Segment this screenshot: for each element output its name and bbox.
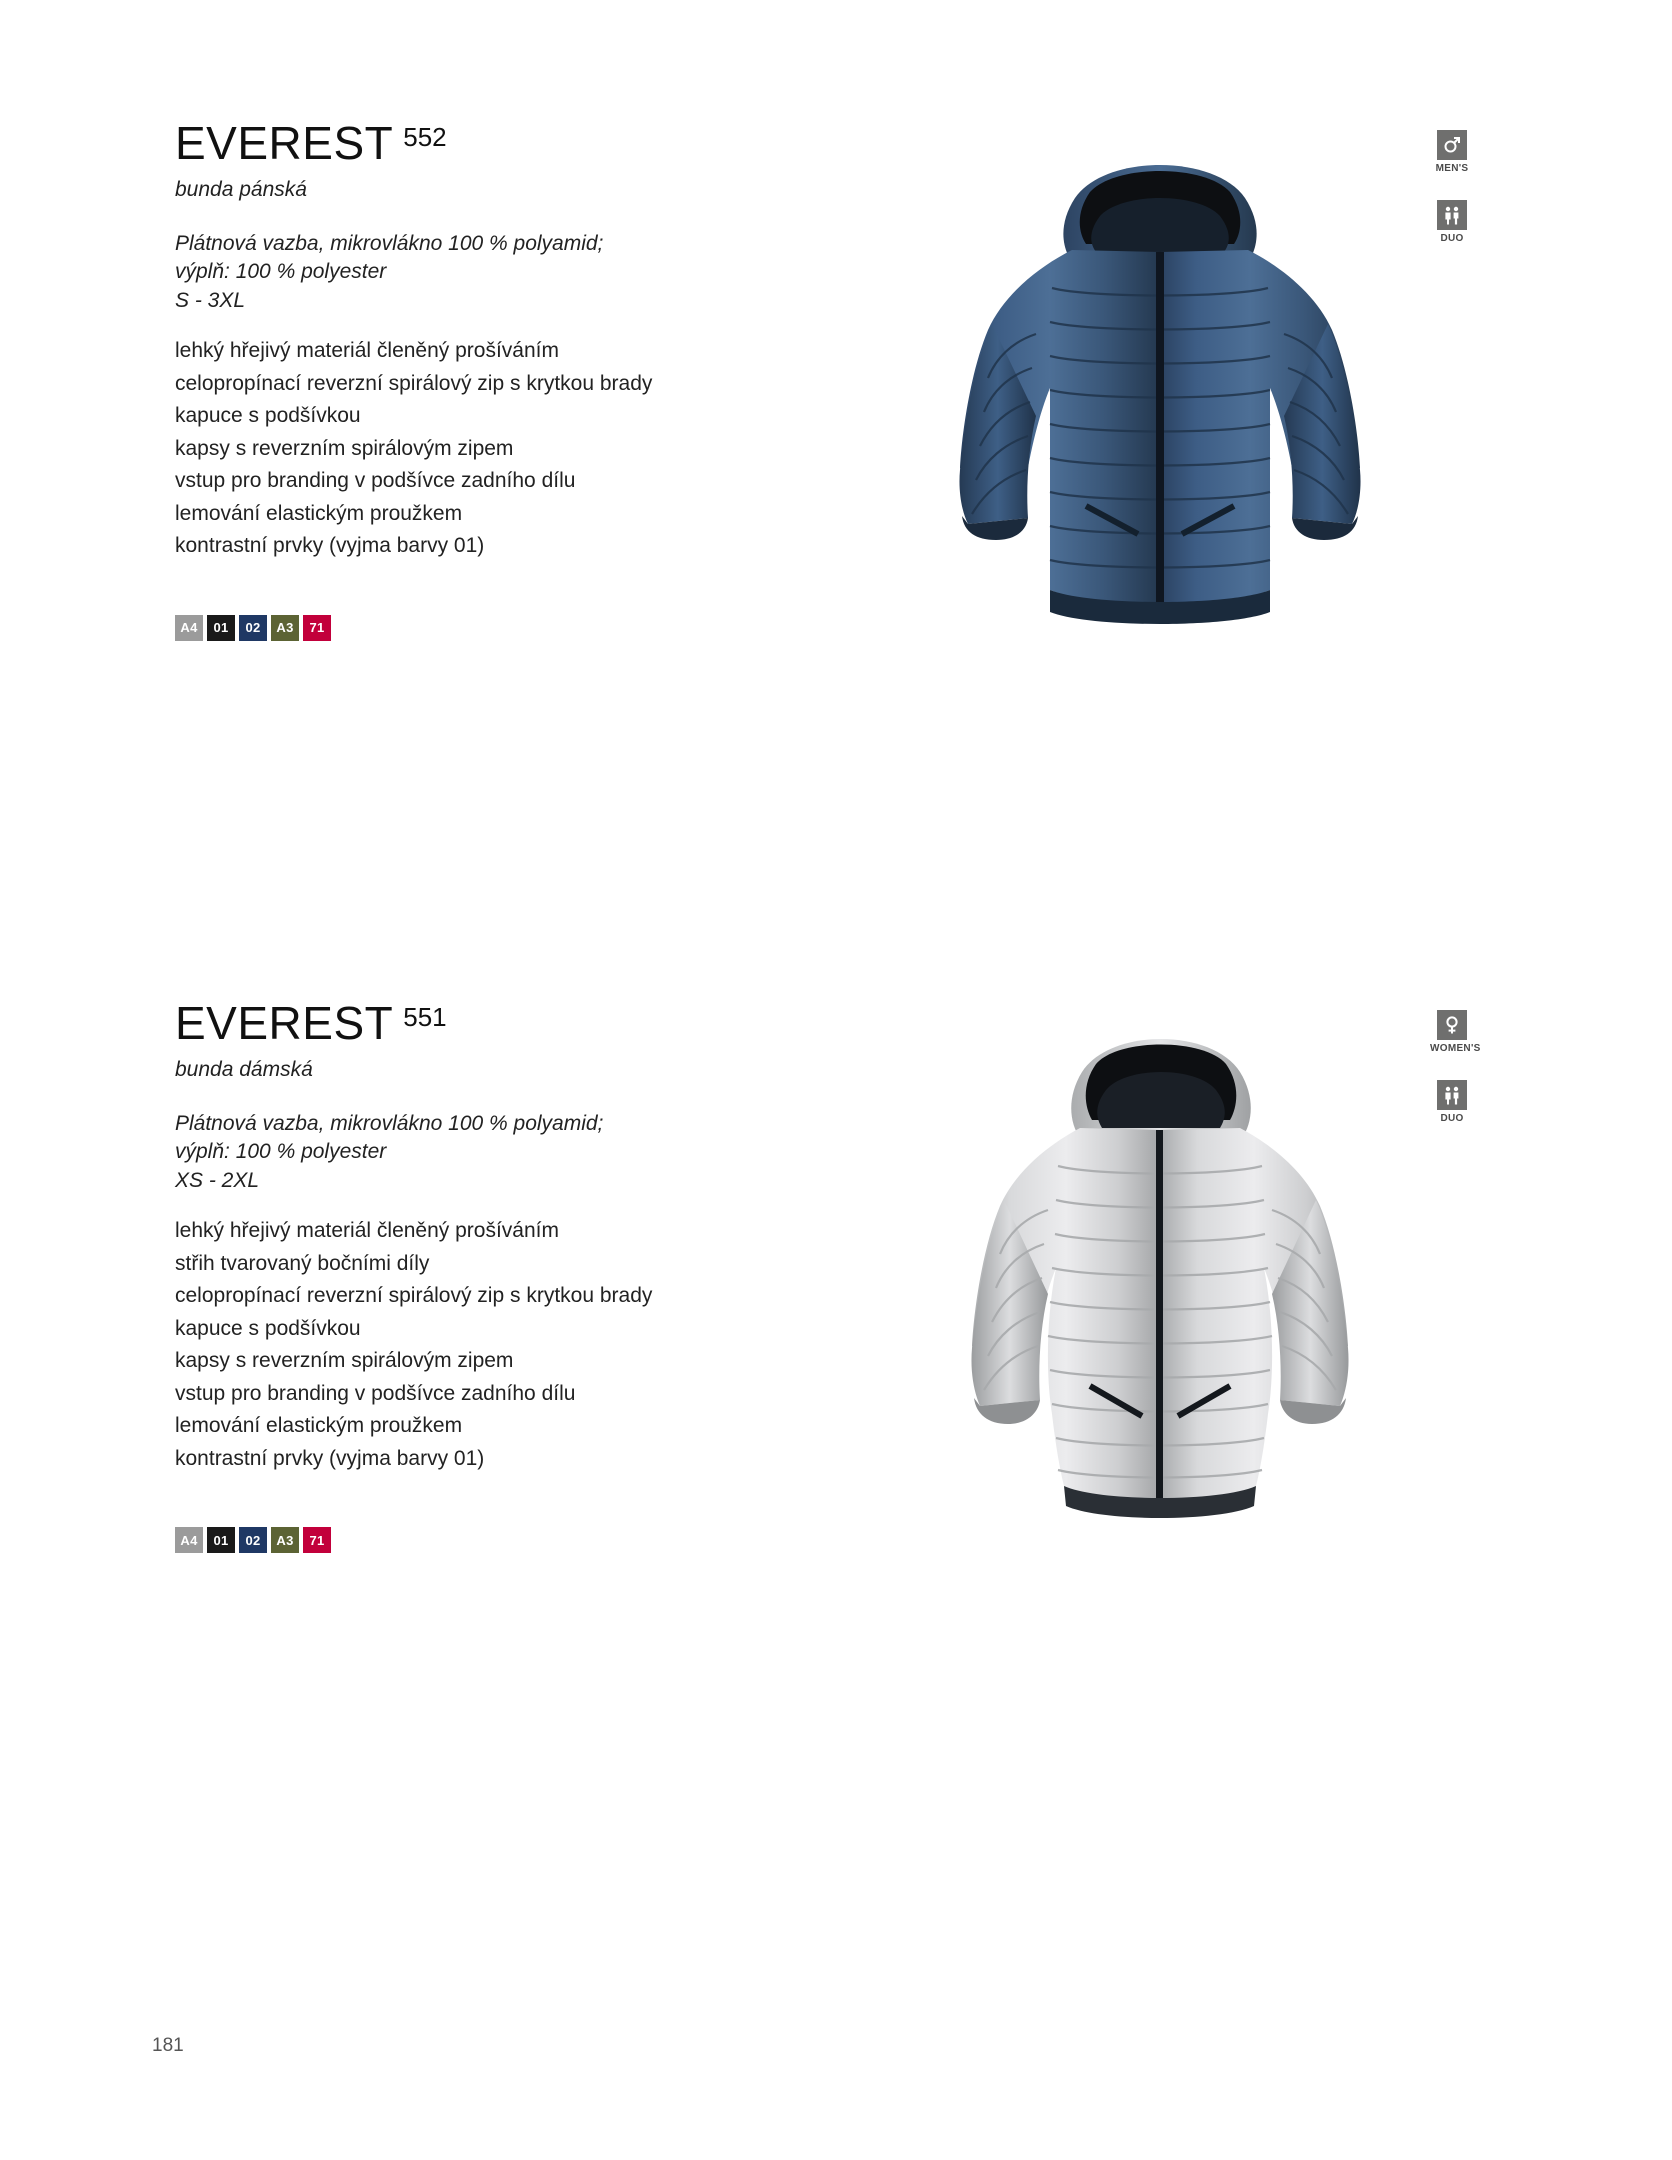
feature-item: celopropínací reverzní spirálový zip s krytkou brady [175,1284,653,1308]
size-range: XS - 2XL [175,1168,260,1192]
feature-item: kapuce s podšívkou [175,404,361,428]
feature-item: vstup pro branding v podšívce zadního dílu [175,1381,576,1405]
pictogram-duo [1430,1080,1474,1124]
product-features [175,1215,795,1475]
feature-item: lehký hřejivý materiál členěný prošíváním [175,1219,559,1243]
feature-item: lemování elastickým proužkem [175,1414,463,1438]
feature-item: kapuce s podšívkou [175,1316,361,1340]
color-swatch[interactable]: A3 [271,615,299,641]
color-swatch-list [175,1527,795,1553]
pictogram-mens [1430,130,1474,174]
womens-icon [1437,1010,1467,1040]
color-swatch[interactable]: 02 [239,615,267,641]
product-heading [175,117,795,169]
product-text-column [175,117,795,641]
pictogram-womens [1430,1010,1481,1054]
feature-item: střih tvarovaný bočními díly [175,1251,430,1275]
pictogram-label: DUO [1440,233,1464,244]
color-swatch[interactable]: 71 [303,615,331,641]
product-heading [175,997,795,1049]
feature-item: celopropínací reverzní spirálový zip s krytkou brady [175,371,653,395]
color-swatch[interactable]: 02 [239,1527,267,1553]
mens-icon [1437,130,1467,160]
color-swatch-list [175,615,795,641]
feature-item: lehký hřejivý materiál členěný prošíváním [175,339,559,363]
product-composition [175,230,795,315]
product-photo-mens-jacket [900,120,1420,680]
product-title: EVEREST [175,997,394,1049]
feature-item: lemování elastickým proužkem [175,501,463,525]
color-swatch[interactable]: 01 [207,1527,235,1553]
product-code: 552 [403,122,447,152]
product-composition [175,1110,795,1195]
pictogram-label: MEN'S [1435,163,1469,174]
composition-line: Plátnová vazba, mikrovlákno 100 % polyamid; [175,1112,604,1135]
pictogram-duo [1430,200,1474,244]
color-swatch[interactable]: 71 [303,1527,331,1553]
duo-icon [1437,1080,1467,1110]
product-photo-womens-jacket [900,1000,1420,1560]
product-subtitle: bunda dámská [175,1058,313,1081]
product-features [175,335,795,563]
feature-item: kapsy s reverzním spirálovým zipem [175,436,514,460]
feature-item: vstup pro branding v podšívce zadního dílu [175,469,576,493]
composition-line: výplň: 100 % polyester [175,260,387,284]
duo-icon [1437,200,1467,230]
pictogram-label: DUO [1440,1113,1464,1124]
pictogram-list [1430,1010,1520,1150]
color-swatch[interactable]: A4 [175,615,203,641]
page-number: 181 [152,2035,184,2056]
feature-item: kapsy s reverzním spirálovým zipem [175,1349,514,1373]
product-code: 551 [403,1002,447,1032]
feature-item: kontrastní prvky (vyjma barvy 01) [175,534,485,558]
color-swatch[interactable]: A4 [175,1527,203,1553]
size-range: S - 3XL [175,288,246,312]
product-title: EVEREST [175,117,394,169]
color-swatch[interactable]: 01 [207,615,235,641]
feature-item: kontrastní prvky (vyjma barvy 01) [175,1446,485,1470]
product-text-column [175,997,795,1553]
composition-line: Plátnová vazba, mikrovlákno 100 % polyamid; [175,232,604,255]
pictogram-label: WOMEN'S [1430,1043,1481,1054]
product-subtitle: bunda pánská [175,178,307,201]
color-swatch[interactable]: A3 [271,1527,299,1553]
pictogram-list [1430,130,1520,270]
composition-line: výplň: 100 % polyester [175,1140,387,1164]
